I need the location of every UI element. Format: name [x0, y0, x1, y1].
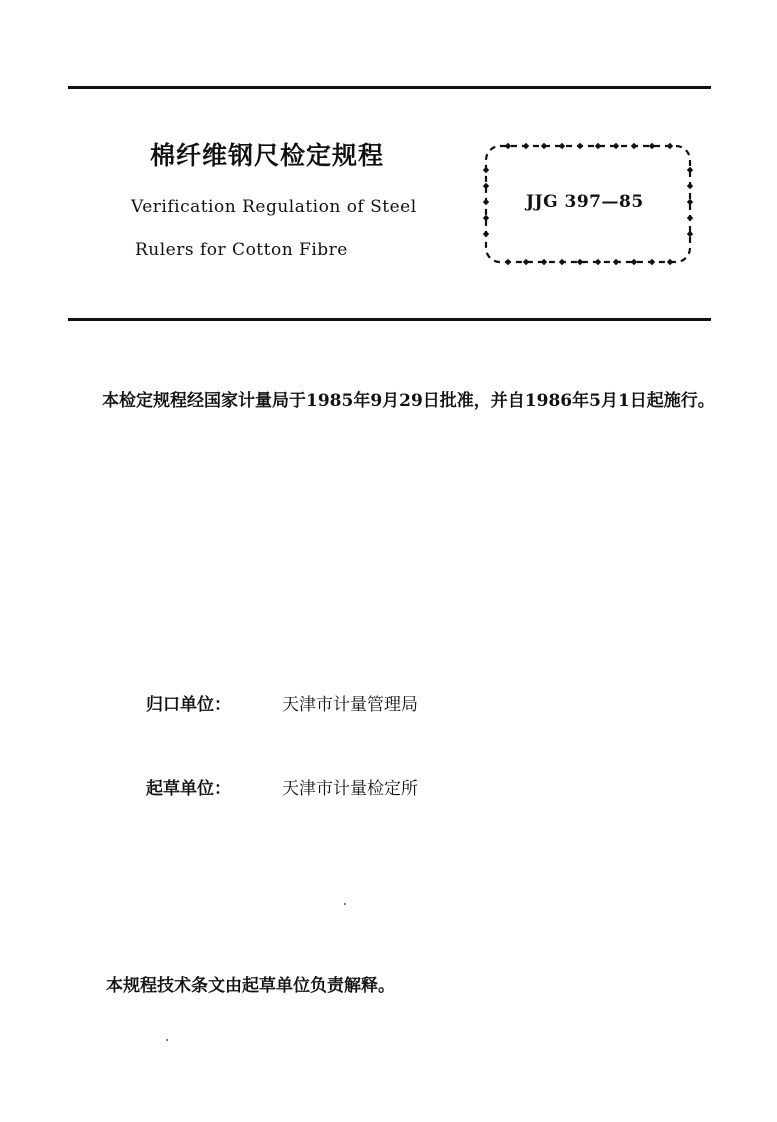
frame-diamond: [483, 167, 489, 173]
frame-diamond: [687, 231, 693, 237]
frame-diamond: [649, 259, 655, 265]
frame-diamond: [631, 143, 637, 149]
frame-diamond: [687, 199, 693, 205]
drafting-unit-value: 天津市计量检定所: [282, 779, 418, 799]
frame-diamond: [595, 259, 601, 265]
responsible-unit-value: 天津市计量管理局: [282, 695, 418, 715]
frame-diamond: [559, 143, 565, 149]
frame-diamond: [577, 143, 583, 149]
frame-diamond: [613, 143, 619, 149]
frame-diamond: [483, 215, 489, 221]
frame-diamond: [505, 259, 511, 265]
regulation-title-cn: 棉纤维钢尺检定规程: [150, 141, 385, 170]
drafting-unit-label: 起草单位：: [146, 779, 231, 799]
frame-diamond: [613, 259, 619, 265]
frame-diamond: [631, 259, 637, 265]
responsible-unit: [146, 690, 418, 715]
interpretation-note: 本规程技术条文由起草单位负责解释。: [106, 976, 395, 996]
frame-diamond: [483, 231, 489, 237]
regulation-title-en-line1: Verification Regulation of Steel: [131, 197, 417, 217]
drafting-unit: [146, 774, 418, 799]
frame-diamond: [505, 143, 511, 149]
approval-statement: 本检定规程经国家计量局于1985年9月29日批准，并自1986年5月1日起施行。: [102, 391, 715, 411]
frame-diamond: [687, 167, 693, 173]
responsible-unit-label: 归口单位：: [146, 695, 231, 715]
scan-speck: [344, 903, 346, 905]
frame-diamond: [541, 143, 547, 149]
scan-speck: [166, 1039, 168, 1041]
frame-diamond: [667, 143, 673, 149]
frame-diamond: [667, 259, 673, 265]
frame-diamond: [687, 215, 693, 221]
frame-diamond: [523, 143, 529, 149]
frame-diamond: [577, 259, 583, 265]
frame-diamond: [523, 259, 529, 265]
regulation-title-en-line2: Rulers for Cotton Fibre: [135, 240, 348, 260]
frame-diamond: [687, 183, 693, 189]
header-top-rule: [68, 86, 711, 89]
header-bottom-rule: [68, 318, 711, 321]
frame-diamond: [541, 259, 547, 265]
regulation-code: JJG 397—85: [526, 192, 644, 212]
frame-diamond: [595, 143, 601, 149]
frame-diamond: [483, 199, 489, 205]
frame-diamond: [649, 143, 655, 149]
frame-diamond: [483, 183, 489, 189]
frame-diamond: [559, 259, 565, 265]
